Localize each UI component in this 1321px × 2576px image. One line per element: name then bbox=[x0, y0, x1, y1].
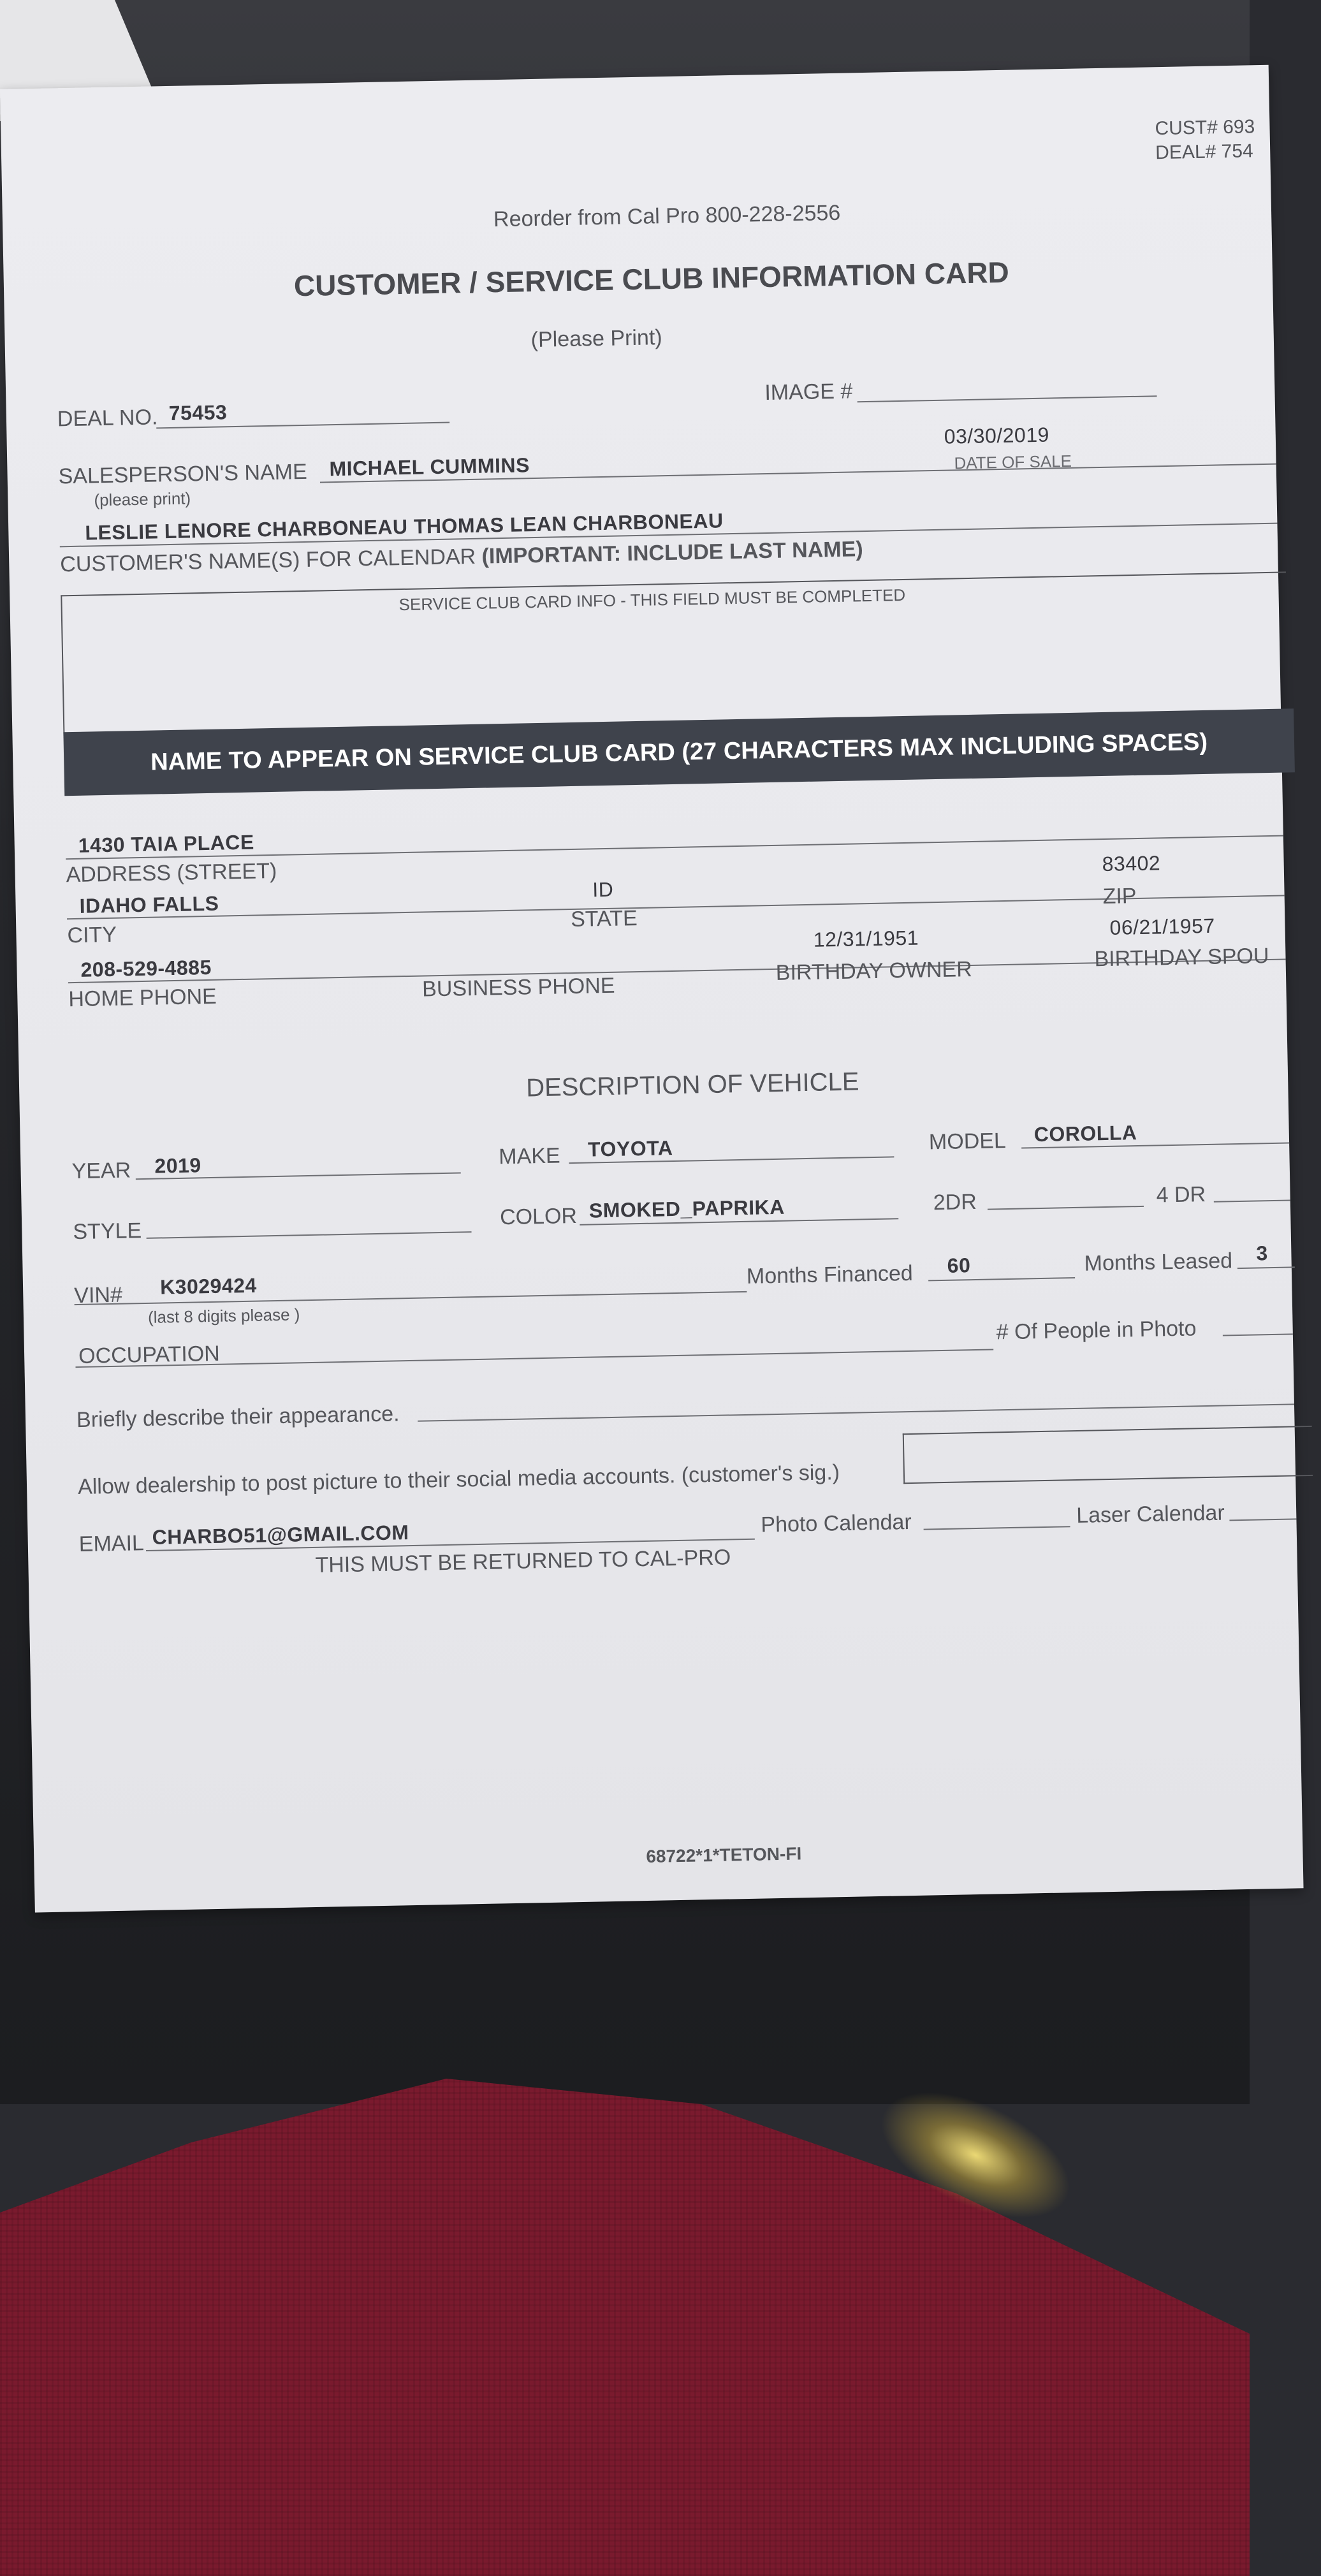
appearance-label: Briefly describe their appearance. bbox=[76, 1401, 400, 1433]
date-of-sale-label: DATE OF SALE bbox=[954, 451, 1072, 473]
state-value: ID bbox=[592, 877, 614, 902]
two-door-label: 2DR bbox=[933, 1189, 977, 1215]
deal-no-value: 75453 bbox=[168, 400, 228, 425]
four-door-line[interactable] bbox=[1214, 1199, 1290, 1202]
home-phone-label: HOME PHONE bbox=[68, 984, 217, 1012]
style-label: STYLE bbox=[73, 1218, 142, 1245]
color-label: COLOR bbox=[499, 1203, 578, 1230]
street-label: ADDRESS (STREET) bbox=[66, 858, 277, 888]
business-phone-label: BUSINESS PHONE bbox=[421, 973, 615, 1002]
service-club-banner: NAME TO APPEAR ON SERVICE CLUB CARD (27 CHARACTERS MAX INCLUDING SPACES) bbox=[63, 708, 1295, 796]
cust-number: CUST# 693 bbox=[1155, 116, 1255, 140]
salesperson-label: SALESPERSON'S NAME bbox=[58, 459, 308, 489]
date-of-sale-value: 03/30/2019 bbox=[944, 423, 1050, 448]
salesperson-value: MICHAEL CUMMINS bbox=[329, 453, 530, 481]
two-door-line[interactable] bbox=[988, 1206, 1144, 1210]
make-value: TOYOTA bbox=[587, 1136, 673, 1161]
photo-calendar-label: Photo Calendar bbox=[761, 1509, 912, 1537]
state-label: STATE bbox=[570, 906, 638, 932]
vin-sub-note: (last 8 digits please ) bbox=[147, 1305, 300, 1327]
return-note: THIS MUST BE RETURNED TO CAL-PRO bbox=[315, 1545, 731, 1577]
email-label: EMAIL bbox=[78, 1531, 145, 1557]
form-title: CUSTOMER / SERVICE CLUB INFORMATION CARD bbox=[293, 255, 1010, 303]
year-label: YEAR bbox=[71, 1158, 131, 1184]
footer-code: 68722*1*TETON-FI bbox=[646, 1843, 802, 1867]
city-label: CITY bbox=[67, 922, 117, 948]
information-card-paper bbox=[0, 65, 1304, 1913]
year-value: 2019 bbox=[154, 1153, 201, 1178]
model-label: MODEL bbox=[928, 1129, 1007, 1155]
months-leased-value: 3 bbox=[1256, 1241, 1269, 1265]
model-value: COROLLA bbox=[1033, 1121, 1137, 1146]
appearance-line[interactable] bbox=[418, 1403, 1294, 1421]
occupation-label: OCCUPATION bbox=[78, 1341, 221, 1368]
zip-value: 83402 bbox=[1102, 851, 1161, 876]
zip-label: ZIP bbox=[1102, 884, 1137, 909]
people-in-photo-label: # Of People in Photo bbox=[996, 1316, 1197, 1345]
city-value: IDAHO FALLS bbox=[79, 891, 219, 918]
please-print-sub: (please print) bbox=[94, 488, 191, 510]
months-leased-line[interactable] bbox=[1237, 1266, 1295, 1269]
birthday-spouse-value: 06/21/1957 bbox=[1109, 914, 1216, 939]
image-number-label: IMAGE # bbox=[764, 379, 853, 406]
home-phone-value: 208-529-4885 bbox=[80, 955, 212, 981]
people-in-photo-line[interactable] bbox=[1223, 1333, 1293, 1336]
service-club-info: SERVICE CLUB CARD INFO - THIS FIELD MUST BE COMPLETED bbox=[398, 585, 906, 615]
make-label: MAKE bbox=[498, 1143, 560, 1169]
vin-value: K3029424 bbox=[159, 1273, 258, 1299]
customer-names-label-text: CUSTOMER'S NAME(S) FOR CALENDAR bbox=[59, 544, 476, 577]
street-value: 1430 TAIA PLACE bbox=[78, 830, 255, 857]
laser-calendar-line[interactable] bbox=[1229, 1518, 1296, 1521]
months-financed-label: Months Financed bbox=[746, 1261, 914, 1289]
image-number-line[interactable] bbox=[858, 395, 1157, 402]
customer-names-value: LESLIE LENORE CHARBONEAU THOMAS LEAN CHARBONEAU bbox=[85, 509, 724, 545]
email-value: CHARBO51@GMAIL.COM bbox=[152, 1521, 409, 1549]
city-state-zip-line[interactable] bbox=[67, 895, 1285, 920]
months-leased-label: Months Leased bbox=[1084, 1248, 1233, 1276]
months-financed-value: 60 bbox=[947, 1254, 971, 1277]
birthday-spouse-label: BIRTHDAY SPOU bbox=[1094, 944, 1269, 972]
birthday-owner-value: 12/31/1951 bbox=[813, 926, 919, 951]
please-print-note: (Please Print) bbox=[530, 325, 662, 353]
customer-signature-box[interactable] bbox=[903, 1426, 1313, 1484]
social-media-label: Allow dealership to post picture to their social media accounts. (customer's sig.) bbox=[77, 1460, 840, 1500]
vehicle-heading: DESCRIPTION OF VEHICLE bbox=[525, 1067, 859, 1102]
deal-no-label: DEAL NO. bbox=[57, 405, 158, 432]
customer-names-important: (IMPORTANT: INCLUDE LAST NAME) bbox=[481, 537, 863, 569]
reorder-text: Reorder from Cal Pro 800-228-2556 bbox=[493, 200, 841, 232]
deal-number-corner: DEAL# 754 bbox=[1155, 140, 1253, 164]
vin-label: VIN# bbox=[73, 1282, 123, 1308]
laser-calendar-label: Laser Calendar bbox=[1076, 1500, 1225, 1528]
photo-calendar-line[interactable] bbox=[924, 1526, 1070, 1530]
style-line[interactable] bbox=[147, 1231, 472, 1239]
four-door-label: 4 DR bbox=[1156, 1182, 1206, 1208]
birthday-owner-label: BIRTHDAY OWNER bbox=[775, 956, 973, 985]
months-financed-line[interactable] bbox=[928, 1277, 1075, 1281]
color-value: SMOKED_PAPRIKA bbox=[588, 1195, 785, 1222]
